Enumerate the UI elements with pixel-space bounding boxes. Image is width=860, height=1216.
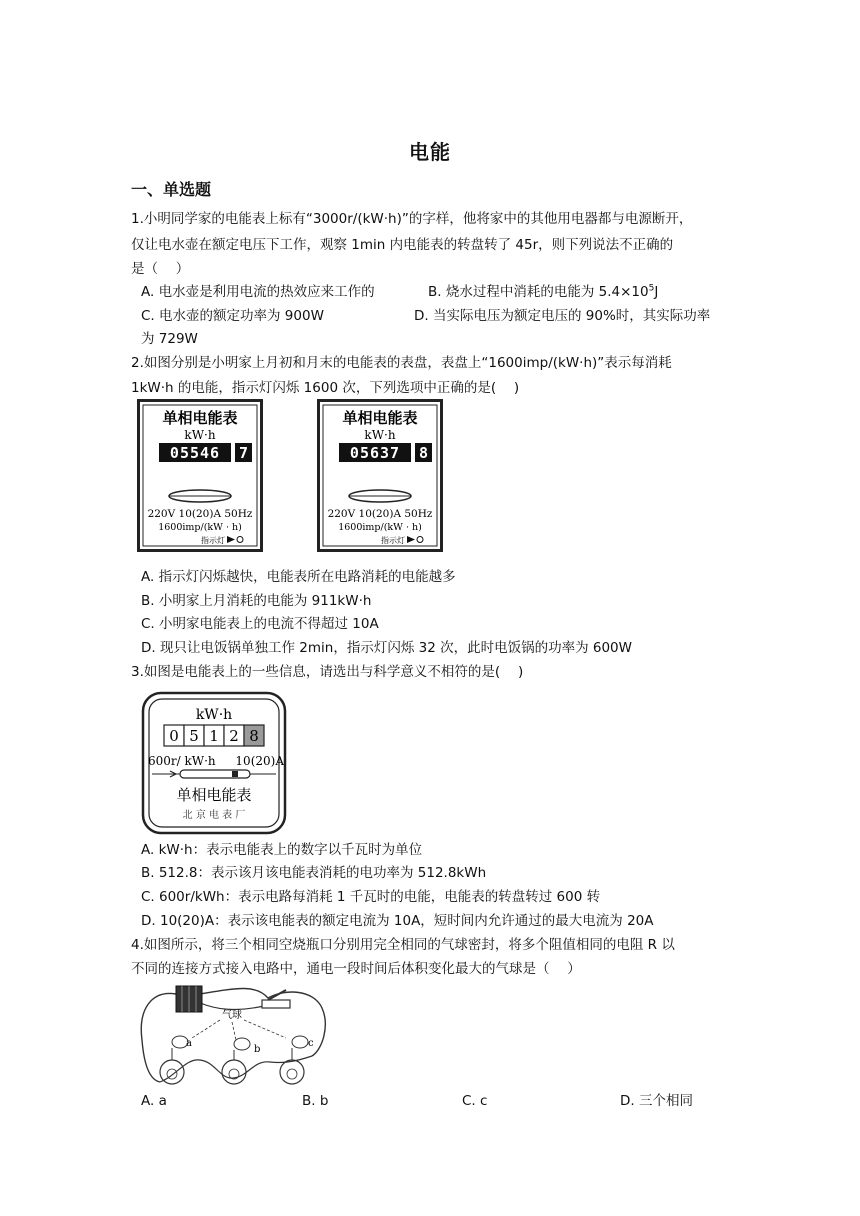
q3-option-c[interactable]: C. 600r/kWh：表示电路每消耗 1 千瓦时的电能，电能表的转盘转过 600 转 [141,889,601,905]
meter-unit: kW·h [195,707,233,723]
balloon-circuit-figure [136,980,332,1088]
q3-option-b[interactable]: B. 512.8：表示该月该电能表消耗的电功率为 512.8kWh [141,865,487,881]
q4-stem-line-1: 4.如图所示，将三个相同空烧瓶口分别用完全相同的气球密封，将多个阻值相同的电阻 R 以 [131,937,675,953]
q2-stem-line-1: 2.如图分别是小明家上月初和月末的电能表的表盘，表盘上“1600imp/(kW·h)”表示每消耗 [131,355,672,371]
flask-label-a: a [186,1038,192,1049]
q2-option-d[interactable]: D. 现只让电饭锅单独工作 2min，指示灯闪烁 32 次，此时电饭锅的功率为 600W [141,640,632,656]
meter-reading-decimal: 7 [238,444,249,462]
meter-start-of-month [137,399,263,552]
meter-digit: 5 [189,727,199,745]
balloon-label: 气球 [222,1010,242,1021]
meter-reading-decimal: 8 [418,444,429,462]
q1-stem-line-2: 仅让电水壶在额定电压下工作，观察 1min 内电能表的转盘转了 45r，则下列说法不正确的 [131,237,674,253]
q1-option-d[interactable]: D. 当实际电压为额定电压的 90%时，其实际功率 [414,308,711,324]
meter-disc [180,770,250,778]
q4-stem-line-2: 不同的连接方式接入电路中，通电一段时间后体积变化最大的气球是（ ） [131,961,581,977]
meter-reading-digits: 05546 [169,444,221,462]
q3-stem: 3.如图是电能表上的一些信息，请选出与科学意义不相符的是( ) [131,664,524,680]
meter-start-figure [137,399,263,552]
meter-title: 单相电能表 [342,409,418,427]
q1-option-d-continued: 为 729W [141,331,198,347]
meter-digit-decimal: 8 [249,727,259,745]
meter-spec-imp: 1600imp/(kW · h) [158,522,242,533]
q1-stem-line-3: 是（ ） [131,261,190,277]
meter-end-of-month [317,399,443,552]
meter-current-rating: 10(20)A [235,754,284,768]
meter-spec-imp: 1600imp/(kW · h) [338,522,422,533]
balloon-circuit-drawing [136,980,332,1088]
q2-option-a[interactable]: A. 指示灯闪烁越快，电能表所在电路消耗的电能越多 [141,569,456,585]
meter-rev-constant: 600r/ kW·h [148,754,216,768]
flask-label-c: c [308,1038,314,1049]
meter-indicator-label: 指示灯 [201,536,225,545]
meter-digit: 0 [169,727,179,745]
q4-option-b[interactable]: B. b [302,1093,329,1109]
meter-end-figure [317,399,443,552]
meter-spec-rating: 220V 10(20)A 50Hz [147,508,253,520]
q1-option-b[interactable]: B. 烧水过程中消耗的电能为 $5.4\times 10^5J$ [428,283,659,300]
q2-option-c[interactable]: C. 小明家电能表上的电流不得超过 10A [141,616,379,632]
flask-label-b: b [254,1044,261,1055]
meter-name: 单相电能表 [176,786,252,804]
meter-digit: 2 [229,727,239,745]
meter-unit: kW·h [364,428,396,442]
meter-reading-digits: 05637 [349,444,401,462]
meter-digit: 1 [209,727,219,745]
q4-option-a[interactable]: A. a [141,1093,167,1109]
q1-option-a[interactable]: A. 电水壶是利用电流的热效应来工作的 [141,284,375,300]
q2-option-b[interactable]: B. 小明家上月消耗的电能为 911kW·h [141,593,372,609]
q4-option-d[interactable]: D. 三个相同 [620,1093,693,1109]
q3-option-a[interactable]: A. kW·h：表示电能表上的数字以千瓦时为单位 [141,842,423,858]
q1-option-c[interactable]: C. 电水壶的额定功率为 900W [141,308,324,324]
switch-icon [262,1000,290,1008]
meter-title: 单相电能表 [162,409,238,427]
section-heading: 一、单选题 [131,180,212,199]
q1-stem-line-1: 1.小明同学家的电能表上标有“3000r/(kW·h)”的字样，他将家中的其他用电器都与电源断开， [131,211,693,227]
q3-option-d[interactable]: D. 10(20)A：表示该电能表的额定电流为 10A，短时间内允许通过的最大电流为 20A [141,913,654,929]
meter-info-drawing [140,690,288,836]
meter-spec-rating: 220V 10(20)A 50Hz [327,508,433,520]
q4-option-c[interactable]: C. c [462,1093,488,1109]
flask-a [160,1036,192,1084]
meter-info-figure [140,690,288,836]
meter-indicator-label: 指示灯 [381,536,405,545]
page-title: 电能 [409,140,451,164]
q2-stem-line-2: 1kW·h 的电能，指示灯闪烁 1600 次，下列选项中正确的是( ) [131,380,520,396]
meter-manufacturer: 北 京 电 表 厂 [182,810,246,821]
meter-unit: kW·h [184,428,216,442]
